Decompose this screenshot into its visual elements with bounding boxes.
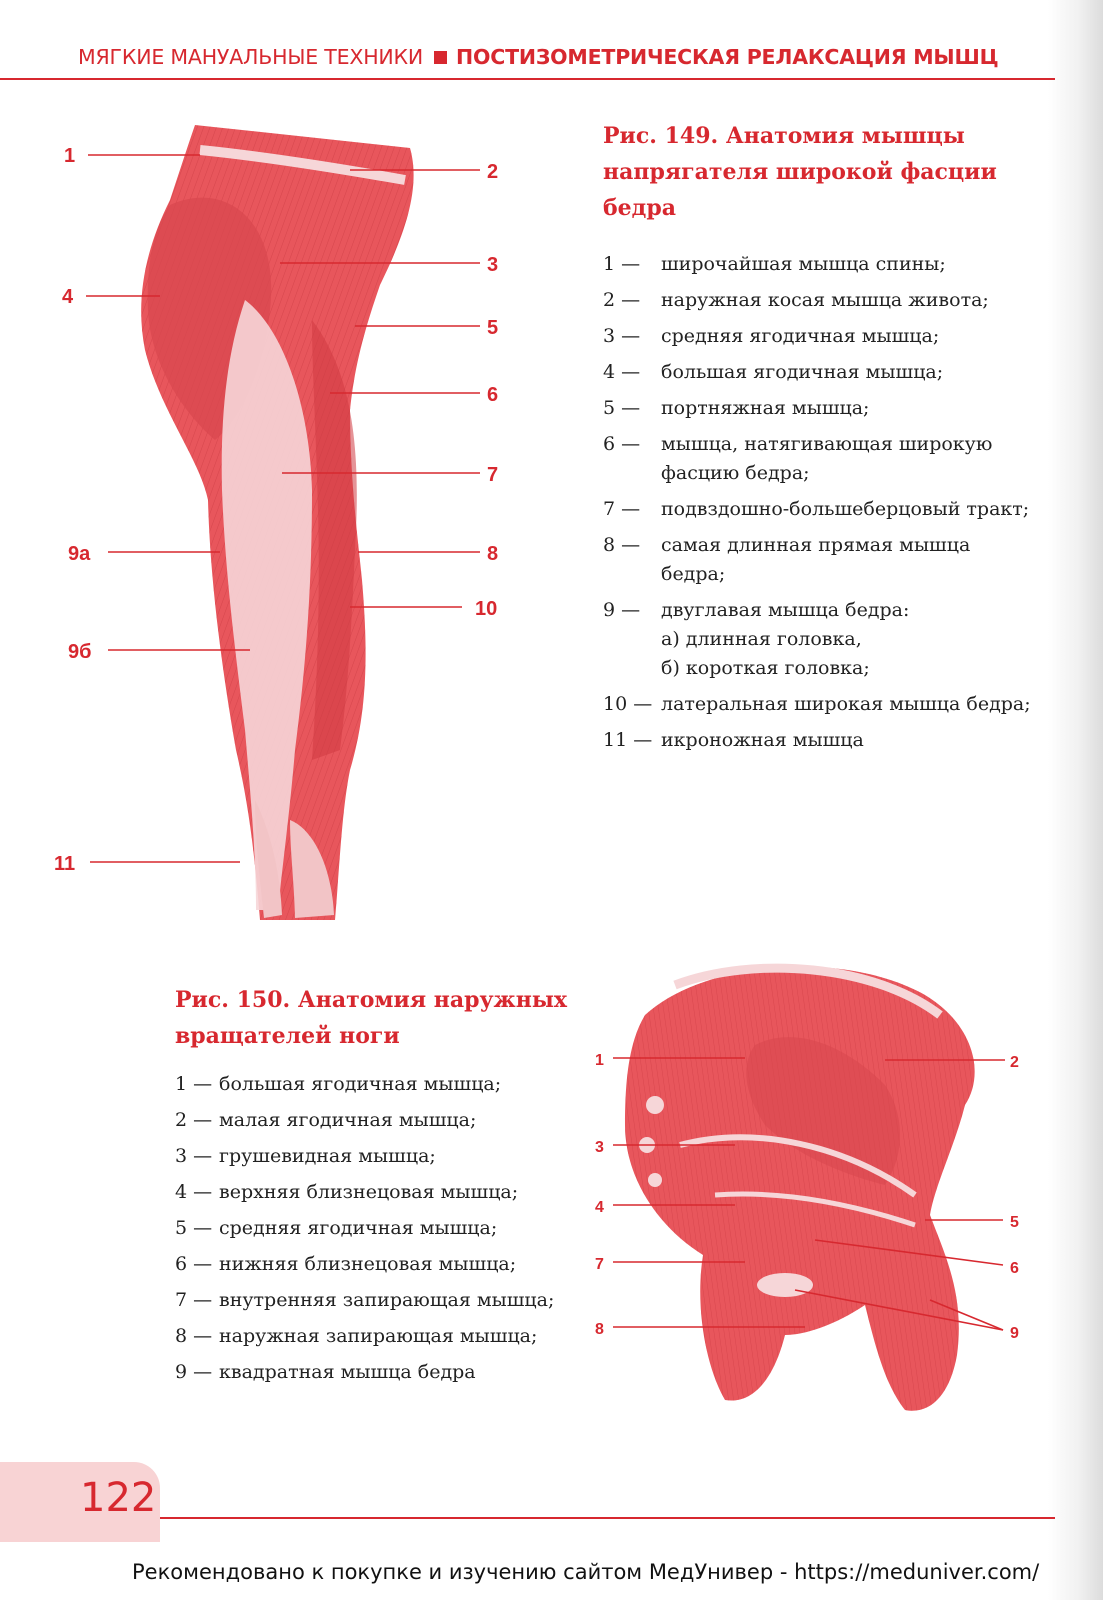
svg-text:7: 7: [595, 1256, 604, 1273]
svg-text:4: 4: [595, 1199, 604, 1216]
svg-text:6: 6: [1010, 1260, 1019, 1277]
fig149-label-1: [64, 145, 200, 167]
figure-149-legend: [603, 250, 1033, 762]
running-header: [78, 45, 998, 69]
legend-item: 7 — внутренняя запирающая мышца;: [175, 1289, 555, 1311]
svg-text:3: 3: [595, 1139, 604, 1156]
legend-item: 4 — верхняя близнецовая мышца;: [175, 1181, 519, 1203]
legend-item: 10 — латеральная широкая мышца бедра;: [603, 693, 1031, 715]
fig149-label-8: [358, 543, 498, 565]
figure-149-illustration: [50, 110, 540, 940]
svg-text:4: 4: [62, 286, 74, 308]
legend-item: 7 — подвздошно-большеберцовый тракт;: [603, 498, 1030, 520]
legend-item: 2 — наружная косая мышца живота;: [603, 289, 989, 311]
header-rule: [0, 78, 1055, 80]
figure-150-illustration: [585, 955, 1045, 1425]
legend-item: 11 — икроножная мышца: [603, 729, 864, 751]
figure-150-legend: [175, 1070, 565, 1394]
footer-recommendation: Рекомендовано к покупке и изучению сайтом МедУнивер - https://meduniver.com/: [132, 1560, 1040, 1584]
legend-item: 8 — наружная запирающая мышца;: [175, 1325, 538, 1347]
legend-item: 6 — нижняя близнецовая мышца;: [175, 1253, 517, 1275]
figure-149: [50, 110, 540, 940]
legend-item: 4 — большая ягодичная мышца;: [603, 361, 944, 383]
svg-text:8: 8: [595, 1321, 604, 1338]
legend-item: 5 — средняя ягодичная мышца;: [175, 1217, 498, 1239]
figure-150-caption: Рис. 150. Анатомия наружных вращателей ноги: [175, 987, 568, 1049]
svg-text:2: 2: [1010, 1054, 1019, 1071]
svg-text:1: 1: [595, 1052, 604, 1069]
svg-text:9б: 9б: [68, 641, 92, 663]
fig149-label-10: [350, 598, 497, 620]
legend-item: 1 — широчайшая мышца спины;: [603, 253, 946, 275]
svg-text:6: 6: [487, 384, 499, 406]
svg-text:11: 11: [54, 853, 76, 875]
svg-text:5: 5: [1010, 1214, 1019, 1231]
fig149-label-6: [330, 384, 498, 406]
header-section: МЯГКИЕ МАНУАЛЬНЫЕ ТЕХНИКИ: [78, 45, 424, 69]
svg-text:2: 2: [487, 161, 499, 183]
legend-item: 8 — самая длинная прямая мышца бедра;: [603, 534, 971, 585]
svg-text:1: 1: [64, 145, 76, 167]
svg-text:9: 9: [1010, 1325, 1019, 1342]
svg-text:9а: 9а: [68, 543, 91, 565]
header-chapter: ПОСТИЗОМЕТРИЧЕСКАЯ РЕЛАКСАЦИЯ МЫШЦ: [456, 45, 999, 69]
legend-item: 3 — средняя ягодичная мышца;: [603, 325, 940, 347]
legend-item: 9 — квадратная мышца бедра: [175, 1361, 476, 1383]
legend-item: 1 — большая ягодичная мышца;: [175, 1073, 502, 1095]
page-edge-shadow: [1048, 0, 1103, 1600]
legend-item: 5 — портняжная мышца;: [603, 397, 870, 419]
header-separator-square: [434, 51, 447, 64]
figure-150: [585, 955, 1045, 1425]
svg-text:5: 5: [487, 317, 499, 339]
svg-text:7: 7: [487, 464, 499, 486]
svg-text:3: 3: [487, 254, 499, 276]
svg-text:10: 10: [475, 598, 498, 620]
legend-item: 6 — мышца, натягивающая широкую фасцию бедра;: [603, 433, 993, 484]
figure-149-caption: Рис. 149. Анатомия мышцы напрягателя широкой фасции бедра: [603, 123, 997, 221]
fig149-label-5: [355, 317, 498, 339]
fig149-label-9a: [68, 543, 220, 565]
page-number: 122: [80, 1475, 157, 1521]
footer-rule: [160, 1517, 1055, 1519]
legend-item: 3 — грушевидная мышца;: [175, 1145, 436, 1167]
legend-item: 9 — двуглавая мышца бедра: а) длинная головка, б) короткая головка;: [603, 599, 910, 679]
svg-text:8: 8: [487, 543, 499, 565]
fig149-label-11: [54, 853, 240, 875]
legend-item: 2 — малая ягодичная мышца;: [175, 1109, 477, 1131]
fig150-label-5: [925, 1214, 1019, 1231]
